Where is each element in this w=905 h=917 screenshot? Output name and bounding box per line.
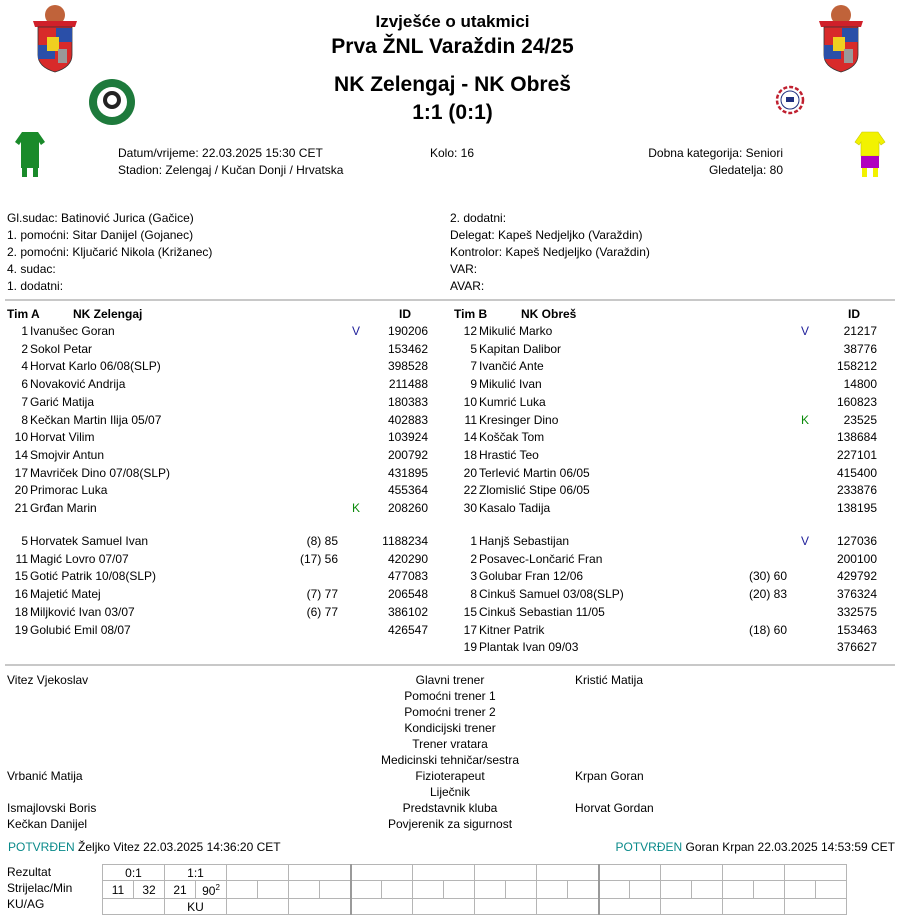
- player-id: 332575: [836, 604, 877, 619]
- scorer-minute-cell: [785, 881, 816, 899]
- scorer-minute-cell: [723, 881, 754, 899]
- staff-role: Fizioterapeut: [415, 769, 485, 783]
- player-sub-info: (18) 60: [748, 622, 787, 637]
- player-row: [0, 604, 440, 622]
- ku-ag-cell: [723, 899, 785, 915]
- staff-role: Glavni trener: [415, 673, 485, 687]
- player-id: 200792: [387, 447, 428, 462]
- player-number: 10: [463, 394, 477, 409]
- player-number: 22: [463, 483, 477, 498]
- ku-ag-cell: [103, 899, 165, 915]
- player-number: 15: [14, 569, 28, 584]
- confirmed-status: POTVRĐEN: [8, 840, 75, 854]
- player-name: Kitner Patrik: [479, 622, 545, 637]
- player-name: Novaković Andrija: [30, 377, 126, 392]
- team-b-name: NK Obreš: [521, 307, 577, 321]
- player-row: [449, 323, 889, 341]
- team-b-label: Tim B: [454, 307, 488, 321]
- ku-ag-cell: [289, 899, 351, 915]
- goals-grid: [102, 864, 847, 915]
- scorer-minute-cell: [289, 881, 320, 899]
- player-number: 8: [470, 587, 477, 602]
- league-title: Prva ŽNL Varaždin 24/25: [331, 35, 574, 58]
- player-number: 5: [470, 341, 477, 356]
- scorer-minute-cell: [320, 881, 351, 899]
- player-row: [0, 533, 440, 551]
- player-id: 153462: [387, 341, 428, 356]
- officials-left: [7, 210, 212, 295]
- scorer-minute-cell: [599, 881, 630, 899]
- player-id: 153463: [836, 622, 877, 637]
- ku-ag-cell: [351, 899, 413, 915]
- player-name: Cinkuš Sebastian 11/05: [479, 604, 605, 619]
- player-row: [449, 500, 889, 518]
- staff-role: Pomoćni trener 1: [404, 689, 496, 703]
- staff-role: Medicinski tehničar/sestra: [380, 753, 520, 767]
- player-name: Kečkan Martin Ilija 05/07: [30, 412, 162, 427]
- player-row: [449, 429, 889, 447]
- staff-role: Kondicijski trener: [404, 721, 496, 735]
- ku-ag-cell: [537, 899, 599, 915]
- official-controller: Kontrolor: Kapeš Nedjeljko (Varaždin): [450, 245, 650, 259]
- player-name: Sokol Petar: [30, 341, 93, 356]
- player-row: [0, 394, 440, 412]
- player-role-mark: V: [351, 324, 360, 338]
- result-cell: [785, 865, 847, 881]
- player-id: 1188234: [382, 534, 428, 548]
- player-row: [0, 500, 440, 518]
- team-a-id-header: ID: [399, 307, 411, 321]
- player-number: 5: [21, 534, 28, 548]
- player-row: [0, 465, 440, 483]
- player-id: 160823: [836, 394, 877, 409]
- official-main-referee: Gl.sudac: Batinović Jurica (Gačice): [7, 211, 194, 225]
- scorer-minute-cell: [413, 881, 444, 899]
- player-number: 10: [14, 430, 28, 445]
- result-cell: [723, 865, 785, 881]
- player-id: 200100: [836, 551, 877, 566]
- scorer-minute-cell: [196, 881, 227, 899]
- home-kit-icon: [14, 130, 46, 178]
- player-name: Smojvir Antun: [30, 447, 105, 462]
- scorer-minute-cell: [351, 881, 382, 899]
- player-name: Miljković Ivan 03/07: [30, 604, 135, 619]
- home-staff-name: Vrbanić Matija: [7, 769, 83, 783]
- minute-value: 11: [111, 882, 125, 897]
- player-row: [449, 412, 889, 430]
- scorer-minute-cell: [103, 881, 134, 899]
- player-row: [0, 568, 440, 586]
- official-additional-1: 1. dodatni:: [7, 279, 64, 293]
- player-name: Hrastić Teo: [479, 447, 539, 462]
- player-number: 2: [21, 341, 28, 356]
- player-name: Koščak Tom: [479, 430, 545, 445]
- player-id: 21217: [843, 324, 877, 338]
- player-id: 455364: [387, 483, 428, 498]
- player-name: Mikulić Marko: [479, 324, 553, 338]
- official-delegate: Delegat: Kapeš Nedjeljko (Varaždin): [450, 228, 643, 242]
- player-id: 233876: [836, 483, 877, 498]
- scorer-minute-cell: [661, 881, 692, 899]
- player-row: [449, 639, 889, 657]
- player-name: Hanjš Sebastijan: [479, 534, 570, 548]
- player-row: [449, 586, 889, 604]
- home-confirmation: [8, 839, 281, 856]
- player-row: [0, 482, 440, 500]
- player-row: [0, 551, 440, 569]
- player-name: Ivančić Ante: [479, 359, 544, 374]
- player-number: 11: [464, 412, 477, 427]
- player-sub-info: (30) 60: [748, 569, 787, 584]
- grid-label-scorer: Strijelac/Min: [7, 881, 73, 895]
- player-name: Cinkuš Samuel 03/08(SLP): [479, 587, 624, 602]
- player-row: [449, 358, 889, 376]
- home-confirmation-text: Željko Vitez 22.03.2025 14:36:20 CET: [78, 840, 281, 854]
- scorer-minute-cell: [475, 881, 506, 899]
- player-name: Horvat Karlo 06/08(SLP): [30, 359, 161, 374]
- player-name: Grđan Marin: [30, 501, 97, 515]
- player-name: Zlomislić Stipe 06/05: [479, 483, 590, 498]
- match-title: NK Zelengaj - NK Obreš: [334, 73, 571, 96]
- staff-role: Liječnik: [429, 785, 471, 799]
- player-number: 9: [470, 377, 477, 392]
- player-row: [449, 376, 889, 394]
- player-number: 19: [14, 622, 28, 637]
- player-number: 3: [470, 569, 477, 584]
- player-row: [449, 465, 889, 483]
- player-number: 17: [463, 622, 477, 637]
- player-number: 7: [21, 394, 28, 409]
- grid-label-result: Rezultat: [7, 865, 52, 879]
- team-a-name: NK Zelengaj: [73, 307, 143, 321]
- player-name: Kasalo Tadija: [479, 501, 551, 515]
- minute-value: 90: [202, 884, 216, 898]
- player-id: 402883: [387, 412, 428, 427]
- scorer-minute-cell: [754, 881, 785, 899]
- result-cell: [537, 865, 599, 881]
- player-row: [0, 376, 440, 394]
- player-id: 38776: [843, 341, 877, 356]
- player-id: 180383: [387, 394, 428, 409]
- player-row: [0, 323, 440, 341]
- player-number: 30: [463, 501, 477, 515]
- player-id: 14800: [843, 377, 877, 392]
- player-number: 8: [21, 412, 28, 427]
- player-id: 138195: [836, 501, 877, 515]
- player-number: 7: [470, 359, 477, 374]
- player-id: 190206: [387, 324, 428, 338]
- player-number: 1: [21, 324, 28, 338]
- player-id: 477083: [387, 569, 428, 584]
- player-name: Mikulić Ivan: [479, 377, 542, 392]
- team-a-label: Tim A: [7, 307, 40, 321]
- match-round: Kolo: 16: [430, 146, 475, 160]
- player-id: 227101: [836, 447, 877, 462]
- ku-ag-cell: [413, 899, 475, 915]
- player-sub-info: (6) 77: [306, 604, 338, 619]
- ku-ag-cell: KU: [165, 899, 227, 915]
- official-var: VAR:: [450, 262, 478, 276]
- official-avar: AVAR:: [450, 279, 485, 293]
- player-number: 15: [463, 604, 477, 619]
- result-cell: 1:1: [165, 865, 227, 881]
- player-role-mark: V: [800, 534, 809, 548]
- result-cell: 0:1: [103, 865, 165, 881]
- player-row: [0, 586, 440, 604]
- result-cell: [227, 865, 289, 881]
- player-name: Magić Lovro 07/07: [30, 551, 129, 566]
- player-number: 1: [470, 534, 477, 548]
- player-row: [449, 447, 889, 465]
- player-role-mark: K: [800, 412, 809, 427]
- player-number: 11: [15, 551, 28, 566]
- player-id: 23525: [843, 412, 877, 427]
- divider: [5, 299, 895, 301]
- home-staff-name: Ismajlovski Boris: [7, 801, 97, 815]
- player-name: Horvat Vilim: [30, 430, 95, 445]
- ku-ag-cell: [599, 899, 661, 915]
- player-name: Primorac Luka: [30, 483, 108, 498]
- player-row: [0, 447, 440, 465]
- player-sub-info: (7) 77: [306, 587, 338, 602]
- player-row: [0, 341, 440, 359]
- player-id: 376324: [836, 587, 877, 602]
- age-category: Dobna kategorija: Seniori: [648, 146, 783, 160]
- player-number: 18: [463, 447, 477, 462]
- ku-ag-cell: [475, 899, 537, 915]
- player-id: 206548: [387, 587, 428, 602]
- player-id: 138684: [836, 430, 877, 445]
- player-row: [449, 622, 889, 640]
- match-score: 1:1 (0:1): [412, 101, 493, 124]
- added-time-sup: 2: [215, 883, 220, 892]
- player-row: [0, 412, 440, 430]
- away-staff-name: Krpan Goran: [575, 769, 644, 783]
- player-row: [449, 551, 889, 569]
- staff-role: Trener vratara: [412, 737, 488, 751]
- official-fourth: 4. sudac:: [7, 262, 56, 276]
- ku-ag-cell: [785, 899, 847, 915]
- player-number: 6: [21, 377, 28, 392]
- player-id: 103924: [387, 430, 428, 445]
- minute-value: 32: [142, 882, 156, 897]
- player-row: [0, 358, 440, 376]
- player-name: Kumrić Luka: [479, 394, 546, 409]
- staff-role: Predstavnik kluba: [402, 801, 498, 815]
- grid-label-ku-ag: KU/AG: [7, 897, 45, 911]
- official-additional-2: 2. dodatni:: [450, 211, 507, 225]
- player-sub-info: (8) 85: [306, 534, 338, 548]
- player-id: 127036: [836, 534, 877, 548]
- scorer-minute-cell: [227, 881, 258, 899]
- divider: [5, 664, 895, 666]
- player-id: 420290: [387, 551, 428, 566]
- player-row: [449, 482, 889, 500]
- player-row: [0, 429, 440, 447]
- player-number: 12: [463, 324, 477, 338]
- ku-ag-cell: [661, 899, 723, 915]
- player-name: Plantak Ivan 09/03: [479, 640, 579, 655]
- player-id: 398528: [387, 359, 428, 374]
- staff-role: Povjerenik za sigurnost: [387, 817, 513, 831]
- player-number: 19: [463, 640, 477, 655]
- player-id: 426547: [387, 622, 428, 637]
- home-staff-name: Kečkan Danijel: [7, 817, 88, 831]
- result-cell: [599, 865, 661, 881]
- player-number: 2: [470, 551, 477, 566]
- scorer-minute-cell: [382, 881, 413, 899]
- player-id: 208260: [387, 501, 428, 515]
- player-role-mark: K: [351, 501, 360, 515]
- scorer-minute-cell: [692, 881, 723, 899]
- report-title: Izvješće o utakmici: [375, 12, 530, 31]
- player-name: Majetić Matej: [30, 587, 101, 602]
- player-name: Garić Matija: [30, 394, 95, 409]
- player-number: 20: [463, 465, 477, 480]
- player-row: [449, 341, 889, 359]
- player-role-mark: V: [800, 324, 809, 338]
- player-name: Posavec-Lončarić Fran: [479, 551, 603, 566]
- player-number: 20: [14, 483, 28, 498]
- player-row: [449, 533, 889, 551]
- player-name: Kapitan Dalibor: [479, 341, 562, 356]
- scorer-minute-cell: [134, 881, 165, 899]
- player-name: Mavriček Dino 07/08(SLP): [30, 465, 171, 480]
- player-id: 386102: [387, 604, 428, 619]
- player-row: [449, 568, 889, 586]
- player-id: 158212: [836, 359, 877, 374]
- officials-right: [450, 210, 650, 295]
- result-cell: [661, 865, 723, 881]
- player-number: 17: [14, 465, 28, 480]
- staff-role: Pomoćni trener 2: [404, 705, 496, 719]
- player-number: 14: [14, 447, 28, 462]
- match-stadium: Stadion: Zelengaj / Kučan Donji / Hrvatska: [118, 163, 344, 177]
- away-kit-icon: [854, 130, 886, 178]
- player-row: [0, 622, 440, 640]
- player-number: 14: [463, 430, 477, 445]
- official-assistant-2: 2. pomoćni: Ključarić Nikola (Križanec): [7, 245, 213, 259]
- home-staff-name: Vitez Vjekoslav: [7, 673, 89, 687]
- player-id: 376627: [836, 640, 877, 655]
- player-id: 429792: [836, 569, 877, 584]
- player-number: 18: [14, 604, 28, 619]
- team-b-id-header: ID: [848, 307, 860, 321]
- confirmed-status: POTVRĐEN: [615, 840, 683, 854]
- scorer-minute-cell: [568, 881, 599, 899]
- player-number: 4: [21, 359, 28, 374]
- scorer-minute-cell: [506, 881, 537, 899]
- player-id: 431895: [387, 465, 428, 480]
- scorer-minute-cell: [258, 881, 289, 899]
- scorer-minute-cell: [444, 881, 475, 899]
- scorer-minute-cell: [630, 881, 661, 899]
- player-name: Golubić Emil 08/07: [30, 622, 131, 637]
- player-name: Golubar Fran 12/06: [479, 569, 584, 584]
- result-cell: [475, 865, 537, 881]
- player-sub-info: (17) 56: [299, 551, 338, 566]
- player-id: 211488: [388, 377, 428, 392]
- player-name: Ivanušec Goran: [30, 324, 115, 338]
- official-assistant-1: 1. pomoćni: Sitar Danijel (Gojanec): [7, 228, 194, 242]
- attendance: Gledatelja: 80: [708, 163, 783, 177]
- result-cell: [289, 865, 351, 881]
- player-row: [449, 604, 889, 622]
- player-name: Kresinger Dino: [479, 412, 559, 427]
- player-sub-info: (20) 83: [748, 587, 787, 602]
- away-confirmation-text: Goran Krpan 22.03.2025 14:53:59 CET: [685, 840, 895, 854]
- ku-ag-cell: [227, 899, 289, 915]
- away-staff-name: Kristić Matija: [575, 673, 644, 687]
- player-number: 21: [14, 501, 28, 515]
- scorer-minute-cell: [816, 881, 847, 899]
- player-row: [449, 394, 889, 412]
- player-name: Horvatek Samuel Ivan: [30, 534, 149, 548]
- result-cell: [413, 865, 475, 881]
- player-number: 16: [14, 587, 28, 602]
- scorer-minute-cell: [165, 881, 196, 899]
- player-name: Terlević Martin 06/05: [479, 465, 590, 480]
- match-datetime: Datum/vrijeme: 22.03.2025 15:30 CET: [118, 146, 323, 160]
- player-id: 415400: [836, 465, 877, 480]
- player-name: Gotić Patrik 10/08(SLP): [30, 569, 157, 584]
- minute-value: 21: [173, 882, 187, 897]
- away-staff-name: Horvat Gordan: [575, 801, 654, 815]
- away-confirmation: [615, 839, 895, 856]
- result-cell: [351, 865, 413, 881]
- scorer-minute-cell: [537, 881, 568, 899]
